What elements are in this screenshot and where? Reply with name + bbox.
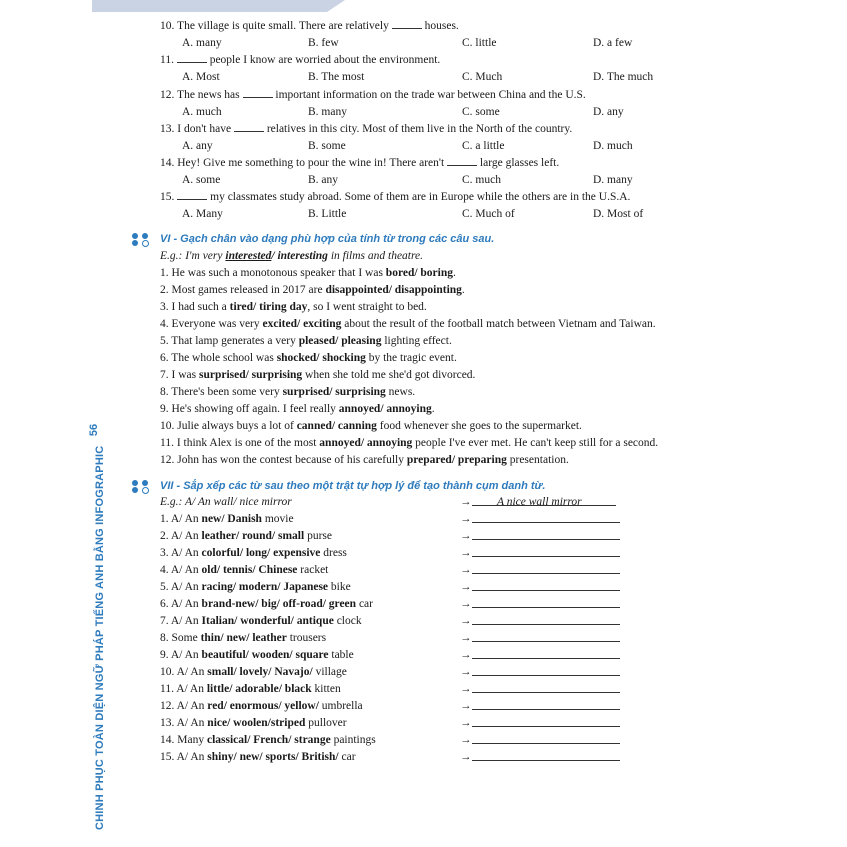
answer-blank[interactable] bbox=[177, 52, 207, 63]
adjective-choice[interactable]: prepared/ preparing bbox=[406, 454, 507, 466]
text: pullover bbox=[305, 717, 347, 729]
question-text: 11. bbox=[160, 54, 177, 66]
text: 11. A/ An bbox=[160, 683, 207, 695]
text: when she told me she'd got divorced. bbox=[302, 369, 476, 381]
text: 12. A/ An bbox=[160, 700, 208, 712]
section-vi-item bbox=[160, 350, 720, 366]
question-text: 13. I don't have bbox=[160, 123, 234, 135]
text: by the tragic event. bbox=[365, 352, 457, 364]
text: umbrella bbox=[318, 700, 363, 712]
option-c[interactable]: C. some bbox=[462, 106, 500, 118]
question-line bbox=[160, 189, 720, 205]
option-c[interactable]: C. a little bbox=[462, 140, 505, 152]
option-d[interactable]: D. The much bbox=[593, 71, 654, 83]
adjective-group: red/ enormous/ yellow/ bbox=[207, 700, 319, 712]
options-line bbox=[160, 206, 720, 222]
text: car bbox=[338, 751, 356, 763]
section-vii-item bbox=[160, 732, 720, 748]
section-vi-item bbox=[160, 452, 720, 468]
section-vi-item bbox=[160, 265, 720, 281]
option-d[interactable]: D. much bbox=[593, 140, 633, 152]
text: 1. A/ An bbox=[160, 513, 202, 525]
text: , so I went straight to bed. bbox=[307, 301, 427, 313]
section-vii-item bbox=[160, 681, 720, 697]
adjective-group: Italian/ wonderful/ antique bbox=[201, 615, 334, 627]
option-b[interactable]: B. many bbox=[308, 106, 347, 118]
adjective-group: little/ adorable/ black bbox=[206, 683, 312, 695]
text: clock bbox=[333, 615, 362, 627]
adjective-group: new/ Danish bbox=[201, 513, 262, 525]
arrow-icon: → bbox=[460, 564, 472, 576]
question-line bbox=[160, 52, 720, 68]
section-vii-item bbox=[160, 528, 720, 544]
section-vi-example bbox=[160, 248, 720, 264]
adjective-group: classical/ French/ strange bbox=[206, 734, 331, 746]
question-line bbox=[160, 121, 720, 137]
answer-line[interactable] bbox=[472, 522, 620, 523]
question-text: large glasses left. bbox=[477, 157, 560, 169]
section-vii-item bbox=[160, 664, 720, 680]
answer-line[interactable] bbox=[472, 539, 620, 540]
spine-title: CHINH PHỤC TOÀN DIỆN NGỮ PHÁP TIẾNG ANH BẰNG INFOGRAPHIC bbox=[94, 445, 106, 830]
question-text: houses. bbox=[421, 20, 459, 32]
text: 1. He was such a monotonous speaker that I was bbox=[160, 267, 386, 279]
adjective-choice[interactable]: tired/ tiring day bbox=[229, 301, 308, 313]
text: . bbox=[431, 403, 435, 415]
section-vi-item bbox=[160, 333, 720, 349]
arrow-icon: → bbox=[460, 615, 472, 627]
options-line bbox=[160, 172, 720, 188]
text: 7. I was bbox=[160, 369, 199, 381]
text: 5. That lamp generates a very bbox=[160, 335, 299, 347]
adjective-group: nice/ woolen/striped bbox=[207, 717, 306, 729]
answer-blank[interactable] bbox=[177, 189, 207, 200]
answer-line[interactable] bbox=[472, 743, 620, 744]
option-d[interactable]: D. many bbox=[593, 174, 633, 186]
text: 8. There's been some very bbox=[160, 386, 283, 398]
text: 5. A/ An bbox=[160, 581, 202, 593]
adjective-group: colorful/ long/ expensive bbox=[201, 547, 321, 559]
adjective-group: old/ tennis/ Chinese bbox=[201, 564, 298, 576]
section-vii-item bbox=[160, 596, 720, 612]
section-vii-example bbox=[160, 494, 720, 510]
adjective-choice[interactable]: shocked/ shocking bbox=[276, 352, 366, 364]
section-vii-item bbox=[160, 715, 720, 731]
text: people I've ever met. He can't keep still for a second. bbox=[412, 437, 659, 449]
example-answer: A nice wall mirror bbox=[497, 496, 582, 508]
text: 7. A/ An bbox=[160, 615, 202, 627]
arrow-icon: → bbox=[460, 598, 472, 610]
section-vii-item bbox=[160, 749, 720, 765]
text: 13. A/ An bbox=[160, 717, 208, 729]
example-underlined-answer: interested bbox=[225, 250, 272, 262]
section-vii-item bbox=[160, 545, 720, 561]
options-line bbox=[160, 35, 720, 51]
text: dress bbox=[320, 547, 347, 559]
answer-line[interactable] bbox=[472, 726, 620, 727]
option-a[interactable]: A. some bbox=[182, 174, 221, 186]
text: village bbox=[312, 666, 347, 678]
answer-line[interactable] bbox=[472, 692, 620, 693]
arrow-icon: → bbox=[460, 530, 472, 542]
answer-blank[interactable] bbox=[243, 87, 273, 98]
section-vii-item bbox=[160, 647, 720, 663]
answer-line[interactable] bbox=[472, 573, 620, 574]
text: 4. A/ An bbox=[160, 564, 202, 576]
section-title: VI - Gạch chân vào dạng phù hợp của tính từ trong các câu sau. bbox=[160, 233, 495, 245]
text: 12. John has won the contest because of his carefully bbox=[160, 454, 407, 466]
section-vii-heading bbox=[130, 478, 545, 494]
section-vii-item bbox=[160, 511, 720, 527]
option-c[interactable]: C. Much bbox=[462, 71, 503, 83]
adjective-choice[interactable]: excited/ exciting bbox=[262, 318, 342, 330]
option-a[interactable]: A. much bbox=[182, 106, 222, 118]
text: bike bbox=[328, 581, 351, 593]
option-d[interactable]: D. Most of bbox=[593, 208, 644, 220]
option-d[interactable]: D. a few bbox=[593, 37, 633, 49]
arrow-icon: → bbox=[460, 513, 472, 525]
arrow-icon: → bbox=[460, 717, 472, 729]
adjective-group: shiny/ new/ sports/ British/ bbox=[207, 751, 339, 763]
option-a[interactable]: A. Many bbox=[182, 208, 223, 220]
adjective-group: leather/ round/ small bbox=[201, 530, 305, 542]
arrow-icon: → bbox=[460, 751, 472, 763]
arrow-icon: → bbox=[460, 632, 472, 644]
arrow-icon: → bbox=[460, 496, 472, 508]
text: 10. Julie always buys a lot of bbox=[160, 420, 297, 432]
text: 3. A/ An bbox=[160, 547, 202, 559]
text: trousers bbox=[286, 632, 327, 644]
answer-line[interactable] bbox=[472, 624, 620, 625]
adjective-group: brand-new/ big/ off-road/ green bbox=[201, 598, 357, 610]
answer-blank[interactable] bbox=[234, 121, 264, 132]
adjective-group: small/ lovely/ Navajo/ bbox=[207, 666, 313, 678]
text: table bbox=[328, 649, 354, 661]
text: presentation. bbox=[506, 454, 569, 466]
arrow-icon: → bbox=[460, 649, 472, 661]
question-text: 15. bbox=[160, 191, 178, 203]
question-text: important information on the trade war between China and the U.S. bbox=[272, 89, 586, 101]
answer-line[interactable] bbox=[472, 607, 620, 608]
option-c[interactable]: C. much bbox=[462, 174, 501, 186]
section-vii-item bbox=[160, 630, 720, 646]
text: . bbox=[461, 284, 465, 296]
answer-line[interactable] bbox=[472, 556, 620, 557]
section-vii-item bbox=[160, 698, 720, 714]
text: lighting effect. bbox=[381, 335, 452, 347]
text: 2. Most games released in 2017 are bbox=[160, 284, 326, 296]
arrow-icon: → bbox=[460, 547, 472, 559]
bullet-dots-icon bbox=[130, 479, 156, 493]
text: E.g.: I'm very bbox=[160, 250, 226, 262]
option-c[interactable]: C. little bbox=[462, 37, 497, 49]
adjective-choice[interactable]: pleased/ pleasing bbox=[298, 335, 382, 347]
text: about the result of the football match between Vietnam and Taiwan. bbox=[341, 318, 656, 330]
arrow-icon: → bbox=[460, 666, 472, 678]
option-b[interactable]: B. few bbox=[308, 37, 339, 49]
answer-line[interactable] bbox=[472, 709, 620, 710]
options-line bbox=[160, 138, 720, 154]
text: 15. A/ An bbox=[160, 751, 208, 763]
option-b[interactable]: B. some bbox=[308, 140, 346, 152]
adjective-choice[interactable]: canned/ canning bbox=[296, 420, 377, 432]
text: 14. Many bbox=[160, 734, 207, 746]
answer-line[interactable] bbox=[472, 641, 620, 642]
adjective-group: racing/ modern/ Japanese bbox=[201, 581, 329, 593]
question-text: my classmates study abroad. Some of them are in Europe while the others are in the U.S.A. bbox=[207, 191, 631, 203]
question-line bbox=[160, 18, 720, 34]
answer-line[interactable] bbox=[472, 675, 620, 676]
text: racket bbox=[297, 564, 329, 576]
question-text: 14. Hey! Give me something to pour the wine in! There aren't bbox=[160, 157, 448, 169]
text: 4. Everyone was very bbox=[160, 318, 263, 330]
text: movie bbox=[261, 513, 294, 525]
text: 9. A/ An bbox=[160, 649, 202, 661]
option-b[interactable]: B. Little bbox=[308, 208, 347, 220]
arrow-icon: → bbox=[460, 700, 472, 712]
adjective-group: beautiful/ wooden/ square bbox=[201, 649, 329, 661]
question-line bbox=[160, 87, 720, 103]
option-a[interactable]: A. many bbox=[182, 37, 222, 49]
bullet-dots-icon bbox=[130, 232, 156, 246]
text: 6. A/ An bbox=[160, 598, 202, 610]
text: 10. A/ An bbox=[160, 666, 208, 678]
text: in films and theatre. bbox=[327, 250, 424, 262]
options-line bbox=[160, 104, 720, 120]
text: / interesting bbox=[271, 250, 328, 262]
question-text: relatives in this city. Most of them live in the North of the country. bbox=[263, 123, 573, 135]
section-vii-item bbox=[160, 579, 720, 595]
text: 8. Some bbox=[160, 632, 201, 644]
option-a[interactable]: A. any bbox=[182, 140, 213, 152]
option-d[interactable]: D. any bbox=[593, 106, 624, 118]
adjective-choice[interactable]: annoyed/ annoying bbox=[338, 403, 432, 415]
adjective-choice[interactable]: disappointed/ disappointing bbox=[325, 284, 462, 296]
arrow-icon: → bbox=[460, 683, 472, 695]
adjective-group: thin/ new/ leather bbox=[200, 632, 287, 644]
section-vi-item bbox=[160, 401, 720, 417]
text: news. bbox=[385, 386, 416, 398]
section-vi-item bbox=[160, 316, 720, 332]
question-text: 10. The village is quite small. There are relatively bbox=[160, 20, 392, 32]
text: . bbox=[453, 267, 456, 279]
adjective-choice[interactable]: bored/ boring bbox=[385, 267, 453, 279]
text: purse bbox=[304, 530, 332, 542]
section-vi-item bbox=[160, 418, 720, 434]
text: 6. The whole school was bbox=[160, 352, 277, 364]
section-vi-item bbox=[160, 384, 720, 400]
question-text: 12. The news has bbox=[160, 89, 243, 101]
text: 2. A/ An bbox=[160, 530, 202, 542]
section-vii-item bbox=[160, 562, 720, 578]
section-vii-item bbox=[160, 613, 720, 629]
section-vi-item bbox=[160, 367, 720, 383]
arrow-icon: → bbox=[460, 734, 472, 746]
option-b[interactable]: B. any bbox=[308, 174, 339, 186]
text: food whenever she goes to the supermarket. bbox=[376, 420, 582, 432]
question-line bbox=[160, 155, 720, 171]
page-number: 56 bbox=[88, 423, 100, 437]
adjective-choice[interactable]: surprised/ surprising bbox=[198, 369, 303, 381]
answer-line[interactable] bbox=[472, 760, 620, 761]
section-vi-item bbox=[160, 435, 720, 451]
option-c[interactable]: C. Much of bbox=[462, 208, 515, 220]
answer-blank[interactable] bbox=[392, 18, 422, 29]
text: E.g.: A/ An wall/ nice mirror bbox=[160, 496, 292, 508]
options-line bbox=[160, 69, 720, 85]
text: 3. I had such a bbox=[160, 301, 230, 313]
answer-line[interactable] bbox=[472, 590, 620, 591]
option-b[interactable]: B. The most bbox=[308, 71, 365, 83]
text: 9. He's showing off again. I feel really bbox=[160, 403, 339, 415]
adjective-choice[interactable]: surprised/ surprising bbox=[282, 386, 386, 398]
option-a[interactable]: A. Most bbox=[182, 71, 220, 83]
text: kitten bbox=[311, 683, 341, 695]
section-title: VII - Sắp xếp các từ sau theo một trật tự hợp lý để tạo thành cụm danh từ. bbox=[160, 480, 546, 492]
arrow-icon: → bbox=[460, 581, 472, 593]
section-vi-item bbox=[160, 282, 720, 298]
text: 11. I think Alex is one of the most bbox=[160, 437, 320, 449]
top-header-tab bbox=[92, 0, 327, 12]
question-text: people I know are worried about the environment. bbox=[206, 54, 441, 66]
adjective-choice[interactable]: annoyed/ annoying bbox=[319, 437, 413, 449]
answer-blank[interactable] bbox=[447, 155, 477, 166]
text: paintings bbox=[330, 734, 376, 746]
answer-line[interactable] bbox=[472, 658, 620, 659]
section-vi-heading bbox=[130, 231, 494, 247]
text: car bbox=[356, 598, 373, 610]
section-vi-item bbox=[160, 299, 720, 315]
